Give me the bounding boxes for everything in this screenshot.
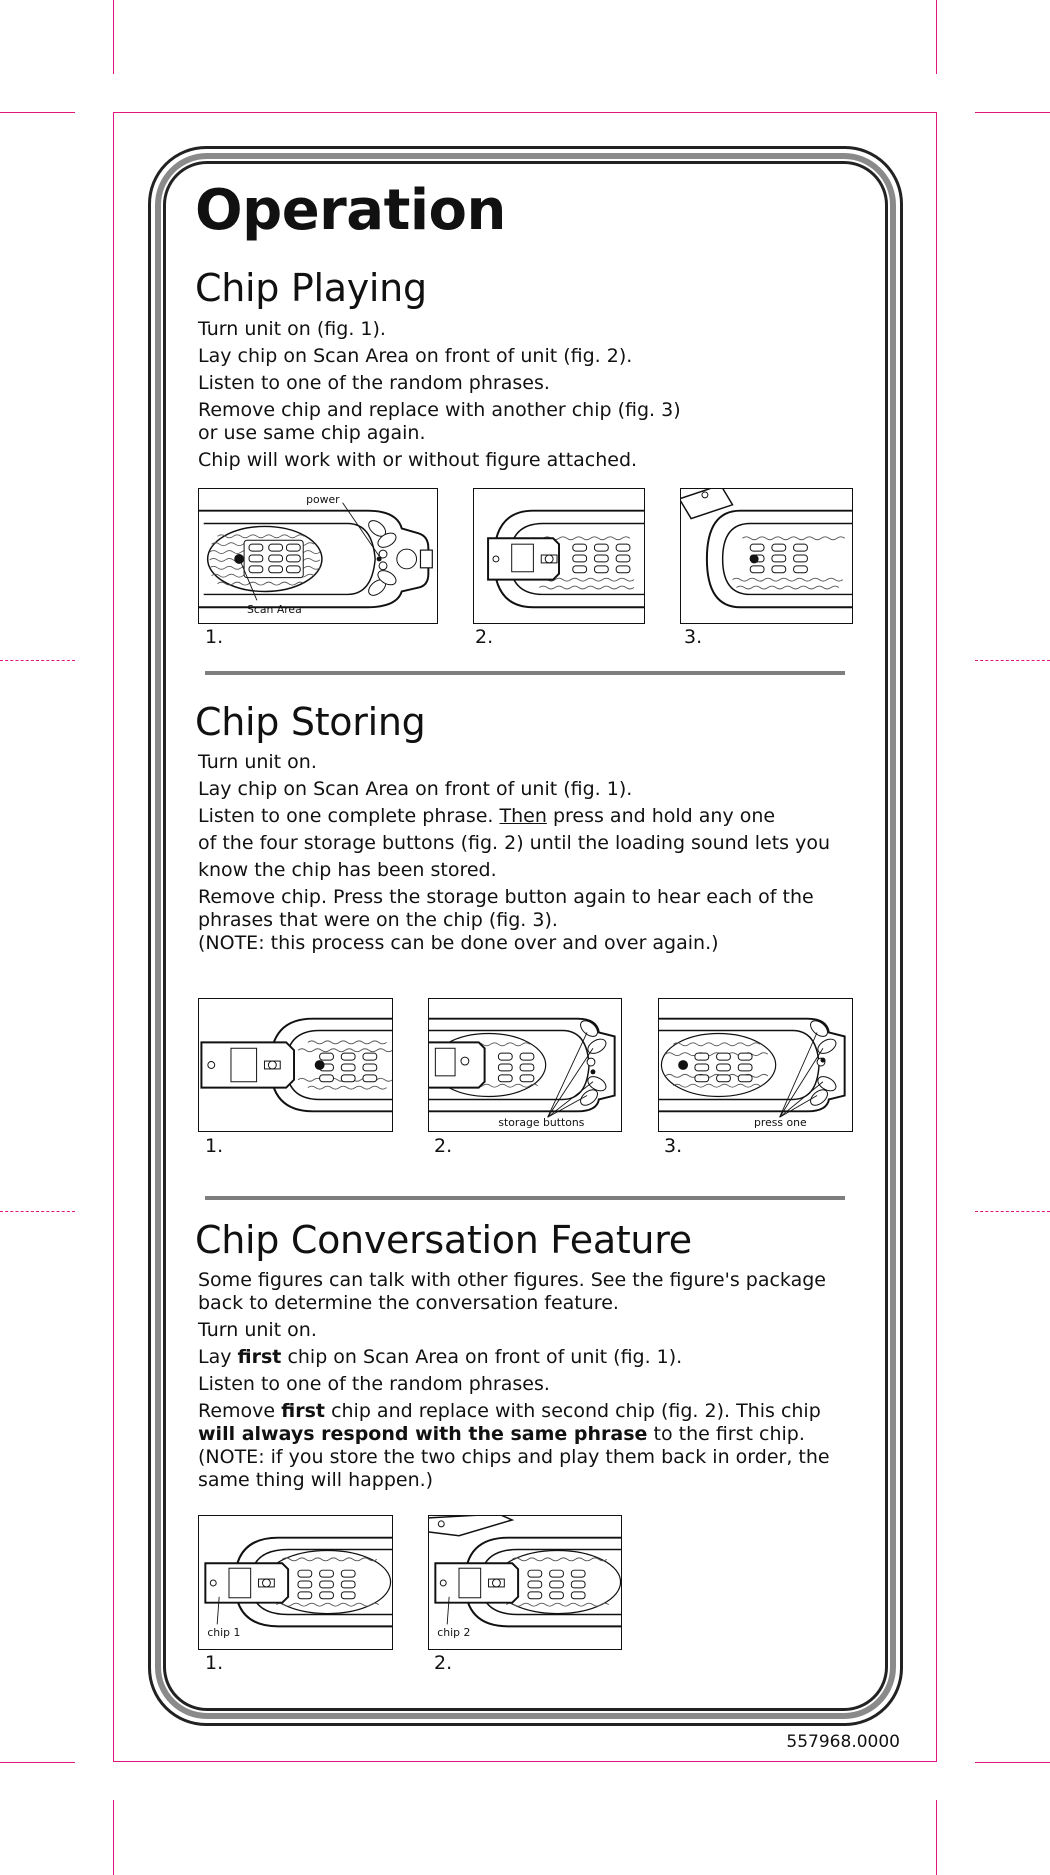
storing-line: Turn unit on.	[198, 751, 317, 773]
conversation-line: back to determine the conversation feature.	[198, 1292, 619, 1314]
figure-number: 3.	[684, 626, 703, 648]
fold-mark	[975, 1211, 1050, 1212]
figure-number: 1.	[205, 1135, 224, 1157]
storing-line: Listen to one complete phrase. Then press and hold any one	[198, 805, 776, 827]
conversation-line: same thing will happen.)	[198, 1469, 434, 1491]
storing-line: Remove chip. Press the storage button again to hear each of the	[198, 886, 814, 908]
figure-press-one	[658, 998, 853, 1132]
figure-chip-2	[428, 1515, 622, 1650]
power-label: power	[306, 492, 340, 506]
conversation-line: will always respond with the same phrase to the first chip.	[198, 1423, 805, 1445]
playing-line: Remove chip and replace with another chip (fig. 3)	[198, 399, 681, 421]
playing-line: Turn unit on (fig. 1).	[198, 318, 386, 340]
crop-mark	[975, 112, 1050, 113]
part-number: 557968.0000	[786, 1732, 900, 1752]
section-divider	[205, 671, 845, 675]
storing-line: (NOTE: this process can be done over and over again.)	[198, 932, 719, 954]
figure-chip-removed	[680, 488, 853, 624]
conversation-line: Listen to one of the random phrases.	[198, 1373, 550, 1395]
figure-number: 3.	[664, 1135, 683, 1157]
figure-number: 1.	[205, 626, 224, 648]
crop-mark	[936, 0, 937, 74]
playing-line: Listen to one of the random phrases.	[198, 372, 550, 394]
storing-line: Lay chip on Scan Area on front of unit (fig. 1).	[198, 778, 633, 800]
figure-chip-on-scan	[473, 488, 645, 624]
crop-mark	[975, 1762, 1050, 1763]
figure-number: 2.	[434, 1135, 453, 1157]
playing-line: Lay chip on Scan Area on front of unit (fig. 2).	[198, 345, 633, 367]
conversation-line: Lay first chip on Scan Area on front of unit (fig. 1).	[198, 1346, 683, 1368]
storing-line: phrases that were on the chip (fig. 3).	[198, 909, 558, 931]
storing-line: of the four storage buttons (fig. 2) until the loading sound lets you	[198, 832, 831, 854]
figure-unit-power	[198, 488, 438, 624]
figure-number: 2.	[434, 1652, 453, 1674]
fold-mark	[975, 660, 1050, 661]
figure-number: 1.	[205, 1652, 224, 1674]
figure-storage-buttons	[428, 998, 622, 1132]
section-divider	[205, 1196, 845, 1200]
figure-number: 2.	[475, 626, 494, 648]
crop-mark	[113, 1800, 114, 1875]
crop-mark	[0, 112, 75, 113]
conversation-line: Remove first chip and replace with second chip (fig. 2). This chip	[198, 1400, 821, 1422]
page-title: Operation	[195, 178, 506, 243]
playing-line: Chip will work with or without figure attached.	[198, 449, 638, 471]
section-heading-storing: Chip Storing	[195, 700, 426, 744]
fold-mark	[0, 660, 75, 661]
crop-mark	[936, 1800, 937, 1875]
conversation-line: Turn unit on.	[198, 1319, 317, 1341]
fold-mark	[0, 1211, 75, 1212]
conversation-line: Some figures can talk with other figures. See the figure's package	[198, 1269, 826, 1291]
section-heading-conversation: Chip Conversation Feature	[195, 1218, 692, 1262]
figure-chip-on-scan	[198, 998, 393, 1132]
chip-1-label: chip 1	[207, 1626, 241, 1640]
chip-2-label: chip 2	[437, 1626, 471, 1640]
scan-area-label: Scan Area	[247, 603, 302, 617]
crop-mark	[0, 1762, 75, 1763]
section-heading-playing: Chip Playing	[195, 266, 427, 310]
figure-chip-1	[198, 1515, 393, 1650]
playing-line: or use same chip again.	[198, 422, 426, 444]
storage-buttons-label: storage buttons	[498, 1116, 585, 1130]
press-one-label: press one	[754, 1116, 807, 1130]
conversation-line: (NOTE: if you store the two chips and play them back in order, the	[198, 1446, 830, 1468]
crop-mark	[113, 0, 114, 74]
storing-line: know the chip has been stored.	[198, 859, 497, 881]
